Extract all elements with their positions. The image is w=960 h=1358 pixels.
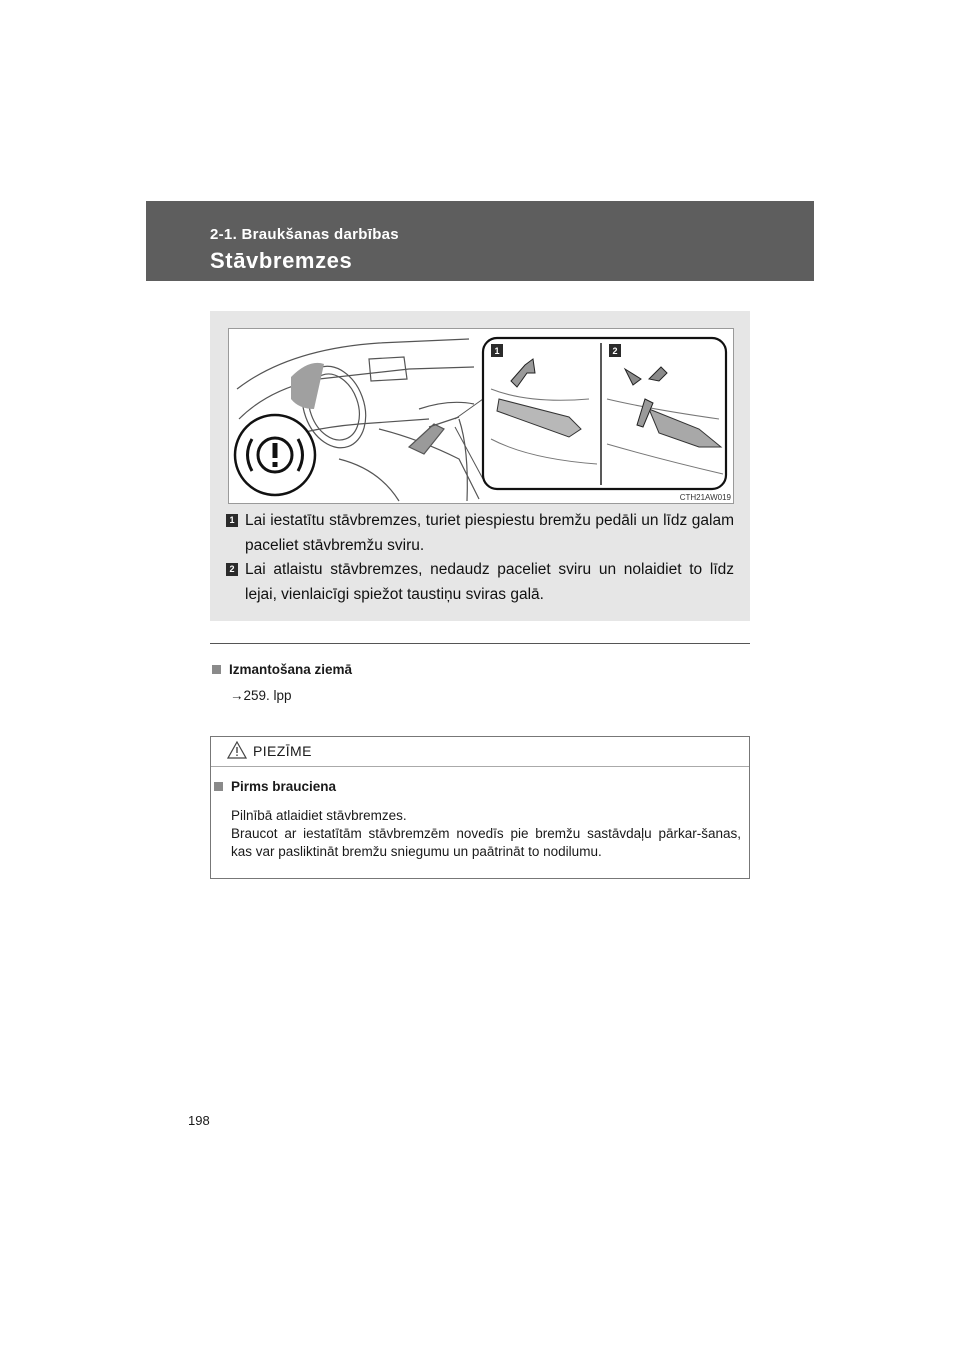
note-title: PIEZĪME (253, 743, 312, 759)
step-1-marker: 1 (226, 514, 238, 527)
page-title: Stāvbremzes (210, 248, 353, 273)
note-box (210, 736, 750, 879)
warning-triangle-icon (227, 741, 247, 759)
figure-box (210, 311, 750, 621)
bullet-square-icon (214, 782, 223, 791)
info-heading (212, 662, 352, 677)
parking-brake-warning-icon (235, 415, 315, 495)
figure-code: CTH21AW019 (679, 493, 731, 502)
parking-brake-illustration (229, 329, 733, 503)
bullet-square-icon (212, 665, 221, 674)
page-number: 198 (188, 1113, 210, 1128)
section-label: 2-1. Braukšanas darbības (210, 226, 399, 243)
note-subheading-text: Pirms brauciena (231, 779, 337, 794)
page-reference-link[interactable]: →259. lpp (230, 688, 292, 703)
panel-2-label: 2 (612, 346, 618, 356)
note-line-2: Braucot ar iestatītām stāvbremzēm novedīs pie bremžu sastāvdaļu pārkar-šanas, kas var pasliktināt bremžu sniegumu un paātrināt to nodilumu. (231, 826, 741, 859)
note-line-1: Pilnībā atlaidiet stāvbremzes. (231, 808, 407, 823)
note-subheading (214, 779, 336, 794)
section-header (146, 201, 814, 281)
note-body (231, 807, 741, 861)
info-heading-text: Izmantošana ziemā (229, 662, 353, 677)
divider (210, 643, 750, 644)
step-2-text: Lai atlaistu stāvbremzes, nedaudz paceliet sviru un nolaidiet to līdz lejai, vienlaicīgi spiežot taustiņu sviras galā. (245, 561, 734, 603)
note-header (211, 737, 749, 767)
step-2-marker: 2 (226, 563, 238, 576)
illustration (228, 328, 734, 504)
panel-1-label: 1 (494, 346, 500, 356)
step-1 (226, 508, 734, 558)
step-1-text: Lai iestatītu stāvbremzes, turiet piespiestu bremžu pedāli un līdz galam paceliet stāvbremžu sviru. (245, 512, 734, 554)
step-2 (226, 557, 734, 607)
highlight-shape (291, 363, 324, 409)
